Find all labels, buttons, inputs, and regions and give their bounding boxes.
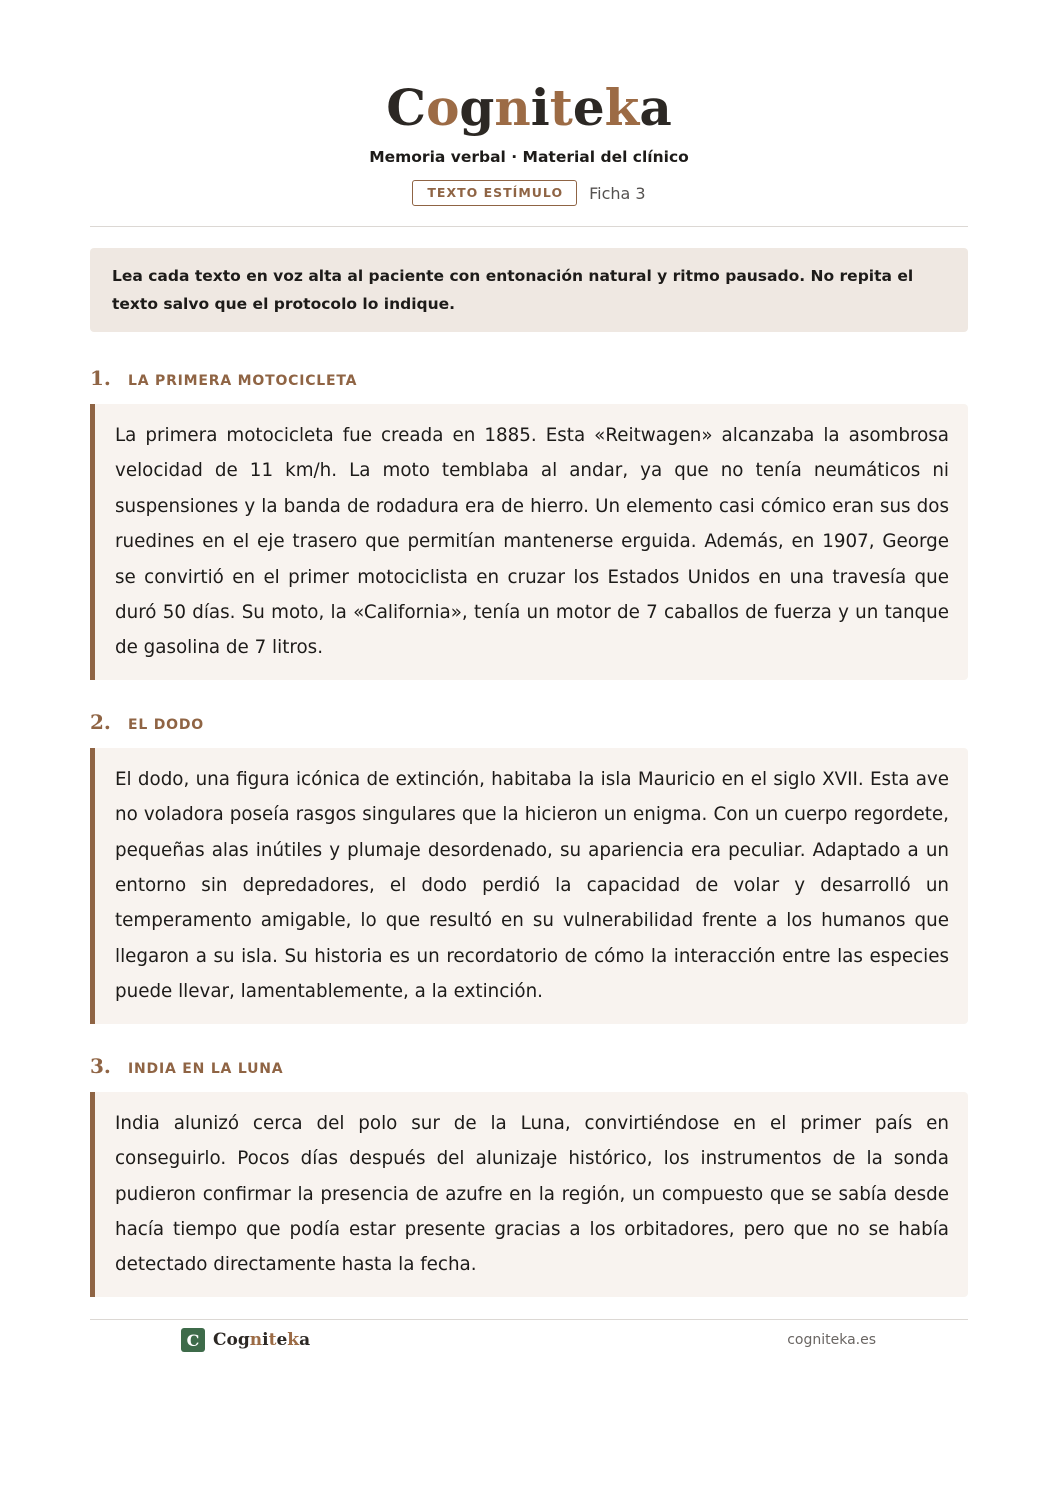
footer-brand (181, 1328, 310, 1352)
logo-letter: e (572, 78, 605, 137)
footer-brand-letter: k (287, 1330, 300, 1350)
logo-letter: o (426, 78, 460, 137)
header-divider (90, 226, 968, 227)
section-title: LA PRIMERA MOTOCICLETA (128, 373, 358, 389)
worksheet-page (90, 0, 968, 1297)
section-number: 1. (90, 366, 111, 390)
logo-letter: g (459, 78, 495, 137)
logo-letter: k (604, 78, 640, 137)
logo-letter: C (386, 78, 427, 137)
logo-letter: n (494, 78, 531, 137)
footer-brand-letter: e (276, 1330, 288, 1350)
logo-letter: a (639, 78, 672, 137)
brand-badge-icon: C (181, 1328, 205, 1352)
sheet-number: Ficha 3 (589, 183, 646, 203)
document-type-badge: TEXTO ESTÍMULO (412, 180, 577, 206)
instructions-box: Lea cada texto en voz alta al paciente con entonación natural y ritmo pausado. No repita el texto salvo que el protocolo lo indique. (90, 248, 968, 332)
tag-row (90, 180, 968, 206)
brand-logo (90, 78, 968, 138)
stimulus-passage: India alunizó cerca del polo sur de la Luna, convirtiéndose en el primer país en conseguirlo. Pocos días después del alunizaje histórico, los instrumentos de la sonda pudieron confirmar la presencia de azufre en la región, un compuesto que se sabía desde hacía tiempo que podía estar presente gracias a los orbitadores, pero que no se había detectado directamente hasta la fecha. (90, 1092, 968, 1297)
page-subtitle: Memoria verbal · Material del clínico (369, 148, 689, 166)
footer-brand-letter: a (299, 1330, 311, 1350)
footer-brand-letter: t (268, 1330, 277, 1350)
footer-divider (90, 1319, 968, 1320)
stimulus-passage: La primera motocicleta fue creada en 1885. Esta «Reitwagen» alcanzaba la asombrosa velocidad de 11 km/h. La moto temblaba al andar, ya que no tenía neumáticos ni suspensiones y la banda de rodadura era de hierro. Un elemento casi cómico eran sus dos ruedines en el eje trasero que permitían mantenerse erguida. Además, en 1907, George se convirtió en el primer motociclista en cruzar los Estados Unidos en una travesía que duró 50 días. Su moto, la «California», tenía un motor de 7 caballos de fuerza y un tanque de gasolina de 7 litros. (90, 404, 968, 680)
section-heading (90, 710, 968, 736)
logo-letter: t (549, 78, 573, 137)
section-number: 3. (90, 1053, 111, 1078)
header (90, 0, 968, 206)
stimulus-passage: El dodo, una figura icónica de extinción, habitaba la isla Mauricio en el siglo XVII. Esta ave no voladora poseía rasgos singulares que la hicieron un enigma. Con un cuerpo regordete, pequeñas alas inútiles y plumaje desordenado, su apariencia era peculiar. Adaptado a un entorno sin depredadores, el dodo perdió la capacidad de volar y desarrolló un temperamento amigable, lo que resultó en su vulnerabilidad frente a los humanos que llegaron a su isla. Su historia es un recordatorio de cómo la interacción entre las especies puede llevar, lamentablemente, a la extinción. (90, 748, 968, 1024)
footer-brand-name (213, 1330, 310, 1350)
section-title: INDIA EN LA LUNA (128, 1060, 284, 1077)
footer-brand-letter: i (262, 1330, 269, 1350)
logo-letter: i (530, 78, 550, 137)
section-heading (90, 1054, 968, 1080)
section-heading (90, 366, 968, 392)
section-number: 2. (90, 709, 111, 734)
sections-list (90, 366, 968, 1297)
footer-brand-letter: n (249, 1330, 263, 1350)
footer-url: cogniteka.es (787, 1332, 876, 1348)
footer-brand-letter: Cog (213, 1330, 250, 1350)
section-title: EL DODO (128, 716, 205, 733)
